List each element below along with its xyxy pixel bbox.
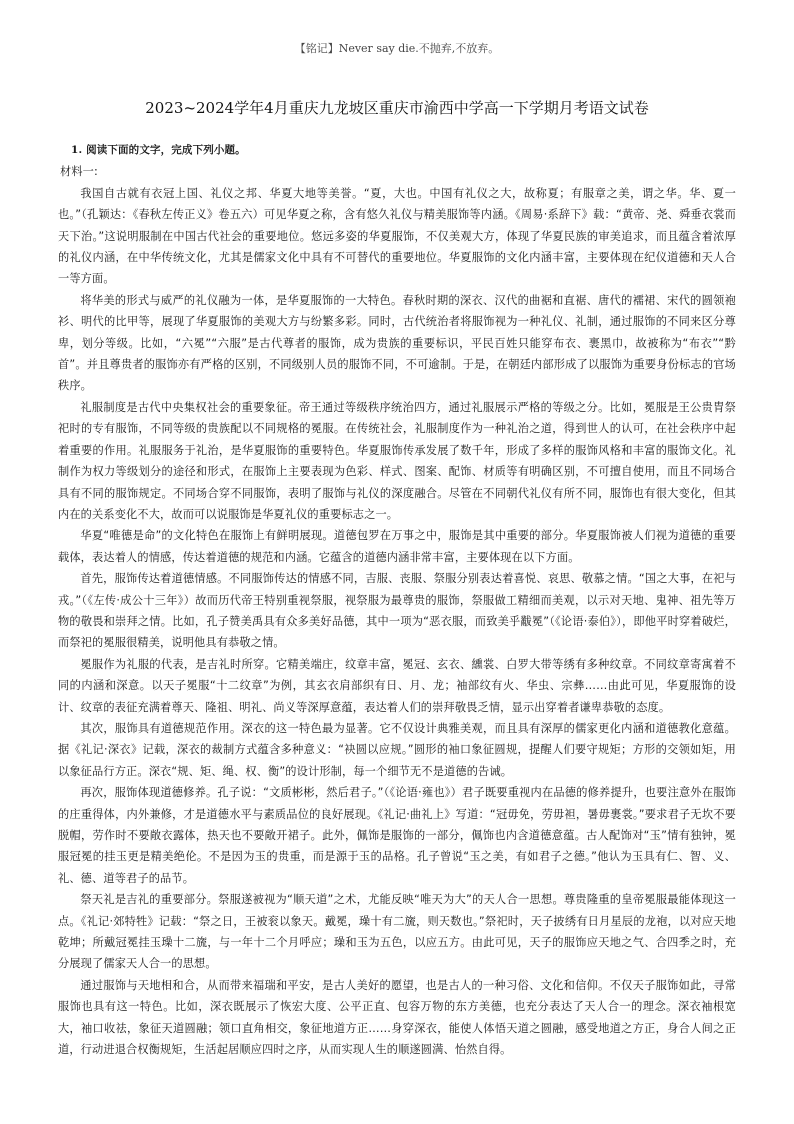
material-label: 材料一:: [60, 165, 98, 179]
paragraph: 通过服饰与天地相和合，从而带来福瑞和平安，是古人美好的愿望，也是古人的一种习俗、文化和信仰。不仅天子服饰如此，寻常服饰也具有这一特色。比如，深衣既展示了恢宏大度、公平正直、包容万物的东方美德，也充分表达了天人合一的理念。深衣袖根宽大，袖口收祛，象征天道圆融；领口直角相交，象征地道方正……身穿深衣，能使人体悟天道之圆融，感受地道之方正，身合人间之正道，行动进退合权衡规矩，生活起居顺应四时之序，从而实现人生的顺遂圆满、怡然自得。: [58, 978, 736, 1057]
exam-title: 2023~2024学年4月重庆九龙坡区重庆市渝西中学高一下学期月考语文试卷: [145, 99, 649, 117]
page-header-motto: 【铭记】Never say die.不抛弃,不放弃。: [294, 42, 500, 55]
paragraph: 其次，服饰具有道德规范作用。深衣的这一特色最为显著。它不仅设计典雅美观，而且具有深厚的儒家更化内涵和道德教化意蕴。据《礼记·深衣》记载，深衣的裁制方式蕴含多种意义：“袂圆以应规。”圆形的袖口象征圆规，提醒人们要守规矩；方形的交领如矩，用以象征品行方正。深衣“规、矩、绳、权、衡”的设计形制，每一个细节无不是道德的告诫。: [58, 721, 736, 778]
reading-passage: [58, 140, 736, 1060]
paragraph: 礼服制度是古代中央集权社会的重要象征。帝王通过等级秩序统治四方，通过礼服展示严格的等级之分。比如，冕服是王公贵胄祭祀时的专有服饰，不同等级的贵族配以不同规格的冕服。在传统社会，礼服制度作为一种礼治之道，得到世人的认可，在社会秩序中起着重要的作用。礼服服务于礼治，是华夏服饰的重要特色。华夏服饰传承发展了数千年，形成了多样的服饰风格和丰富的服饰文化。礼制作为权力等级划分的途径和形式，在服饰上主要表现为色彩、样式、图案、配饰、材质等有明确区别，不可擅自使用，而且不同场合具有不同的服饰规定。不同场合穿不同服饰，表明了服饰与礼仪的深度融合。尽管在不同朝代礼仪有所不同，服饰也有很大变化，但其内在的关系变化不大，故而可以说服饰是华夏礼仪的重要标志之一。: [58, 400, 736, 521]
paragraph: 冕服作为礼服的代表，是吉礼时所穿。它精美端庄，纹章丰富，冕冠、玄衣、纁裳、白罗大带等绣有多种纹章。不同纹章寄寓着不同的内涵和深意。以天子冕服“十二纹章”为例，其玄衣肩部织有日、月、龙；袖部纹有火、华虫、宗彝……由此可见，华夏服饰的设计、纹章的表征充满着尊天、隆祖、明礼、尚义等深厚意蕴，表达着人们的崇拜敬畏乏情，显示出穿着者谦卑恭敬的态度。: [58, 657, 736, 714]
paragraph: 首先，服饰传达着道德情感。不同服饰传达的情感不同，吉服、丧服、祭服分别表达着喜悦、哀思、敬慕之情。“国之大事，在祀与戎。”（《左传·成公十三年》）故而历代帝王特别重视祭服，视祭服为最尊贵的服饰，祭服做工精细而美观，以示对天地、鬼神、祖先等万物的敬畏和崇拜之情。比如，孔子赞美禹具有众多美好品德，其中一项为“恶衣服，而致美乎黻冕”（《论语·泰伯》），即他平时穿着破烂，而祭祀的冕服很精美，说明他具有恭敬之情。: [58, 572, 736, 650]
paragraph: 祭天礼是吉礼的重要部分。祭服遂被视为“顺天道”之术，尤能反映“唯天为大”的天人合一思想。尊贵隆重的皇帝冕服最能体现这一点。《礼记·郊特牲》记载：“祭之日，王被衮以象天。戴冕，璪十有二旒，则天数也。”祭祀时，天子披绣有日月星辰的龙袍，以对应天地乾坤；所戴冠冕挂玉璪十二旒，与一年十二个月呼应；璪和玉为五色，以应五方。由此可见，天子的服饰应天地之气、合四季之时，充分展现了儒家天人合一的思想。: [58, 893, 736, 971]
paragraph: 华夏“唯德是命”的文化特色在服饰上有鲜明展现。道德包罗在万事之中，服饰是其中重要的部分。华夏服饰被人们视为道德的重要载体，表达着人的情感，传达着道德的规范和内涵。它蕴含的道德内涵非常丰富，主要体现在以下方面。: [58, 529, 736, 564]
paragraph: 我国自古就有衣冠上国、礼仪之邦、华夏大地等美誉。“夏，大也。中国有礼仪之大，故称夏；有服章之美，谓之华。华、夏一也。”（孔颖达：《春秋左传正义》卷五六）可见华夏之称，含有悠久礼仪与精美服饰等内涵。《周易·系辞下》载：“黄帝、尧、舜垂衣裳而天下治。”这说明服制在中国古代社会的重要地位。悠远多姿的华夏服饰，不仅美观大方，体现了华夏民族的审美追求，而且蕴含着浓厚的礼仪内涵，在中华传统文化，尤其是儒家文化中具有不可替代的重要地位。华夏服饰的文化内涵丰富，主要体现在纪仪道德和天人合一等方面。: [58, 186, 736, 286]
question-prompt: 1. 阅读下面的文字，完成下列小题。: [71, 144, 246, 156]
paragraph: 再次，服饰体现道德修养。孔子说：“文质彬彬，然后君子。”（《论语·雍也》）君子既要重视内在品德的修养提升，也要注意外在服饰的庄重得体，内外兼修，才是道德水平与素质品位的良好展现。《礼记·曲礼上》写道：“冠毋免，劳毋袒，暑毋裹裳。”要求君子无坎不要脱帽，劳作时不要敞衣露体，热天也不要敞开裙子。此外，佩饰是服饰的一部分，佩饰也内含道德意蕴。古人配饰对“玉”情有独钟，冕服冠冕的挂玉更是精美绝伦。不是因为玉的贵重，而是源于玉的品格。孔子曾说“玉之美，有如君子之德。”他认为玉具有仁、智、义、礼、德、道等君子的品节。: [58, 786, 736, 885]
paragraph: 将华美的形式与威严的礼仪融为一体，是华夏服饰的一大特色。春秋时期的深衣、汉代的曲裾和直裾、唐代的襦裙、宋代的圆领袍衫、明代的比甲等，展现了华夏服饰的美观大方与纷繁多彩。同时，古代统治者将服饰视为一种礼仪、礼制，通过服饰的不同来区分尊卑，划分等级。比如，“六冕”“六服”是古代尊者的服饰，成为贵族的重要标识，平民百姓只能穿布衣、裹黑巾，故被称为“布衣”“黔首”。并且尊贵者的服饰亦有严格的区别，不同级别人员的服饰不同，不可逾制。于是，在朝廷内部形成了以服饰为重要身份标志的官场秩序。: [58, 293, 736, 393]
